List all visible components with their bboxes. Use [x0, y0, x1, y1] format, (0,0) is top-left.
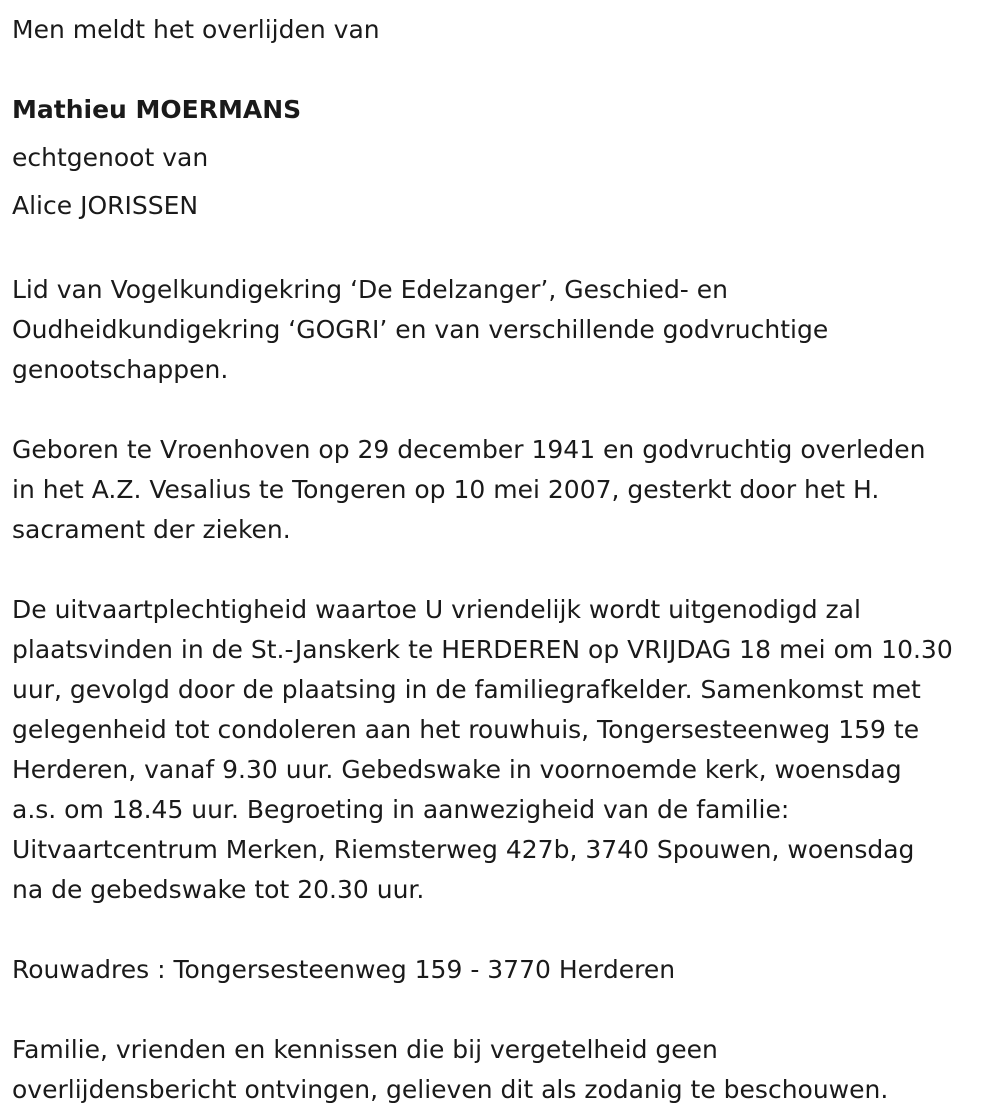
mourning-address: Rouwadres : Tongersesteenweg 159 - 3770 Herderen	[12, 955, 676, 984]
closing-paragraph: Familie, vrienden en kennissen die bij vergetelheid geen overlijdensbericht ontvingen, gelieven dit als zodanig te beschouwen.	[12, 1035, 889, 1104]
obituary-notice	[12, 6, 997, 1110]
spacer	[12, 990, 997, 1030]
relation-text: echtgenoot van	[12, 143, 209, 172]
spacer	[12, 910, 997, 950]
spouse-name: Alice JORISSEN	[12, 191, 199, 220]
intro-text: Men meldt het overlijden van	[12, 15, 380, 44]
spacer	[12, 550, 997, 590]
spacer	[12, 390, 997, 430]
spacer	[12, 230, 997, 270]
deceased-name: Mathieu MOERMANS	[12, 95, 302, 124]
membership-paragraph: Lid van Vogelkundigekring ‘De Edelzanger’, Geschied- en Oudheidkundigekring ‘GOGRI’ en van verschillende godvruchtige genootschappen.	[12, 275, 829, 384]
birth-death-paragraph: Geboren te Vroenhoven op 29 december 1941 en godvruchtig overleden in het A.Z. Vesalius te Tongeren op 10 mei 2007, gesterkt door het H. sacrament der zieken.	[12, 435, 926, 544]
funeral-paragraph: De uitvaartplechtigheid waartoe U vriendelijk wordt uitgenodigd zal plaatsvinden in de St.-Janskerk te HERDEREN op VRIJDAG 18 mei om 10.30 uur, gevolgd door de plaatsing in de familiegrafkelder. Samenkomst met gelegenheid tot condoleren aan het rouwhuis, Tongersesteenweg 159 te Herderen, vanaf 9.30 uur. Gebedswake in voornoemde kerk, woensdag a.s. om 18.45 uur. Begroeting in aanwezigheid van de familie: Uitvaartcentrum Merken, Riemsterweg 427b, 3740 Spouwen, woensdag na de gebedswake tot 20.30 uur.	[12, 595, 953, 904]
